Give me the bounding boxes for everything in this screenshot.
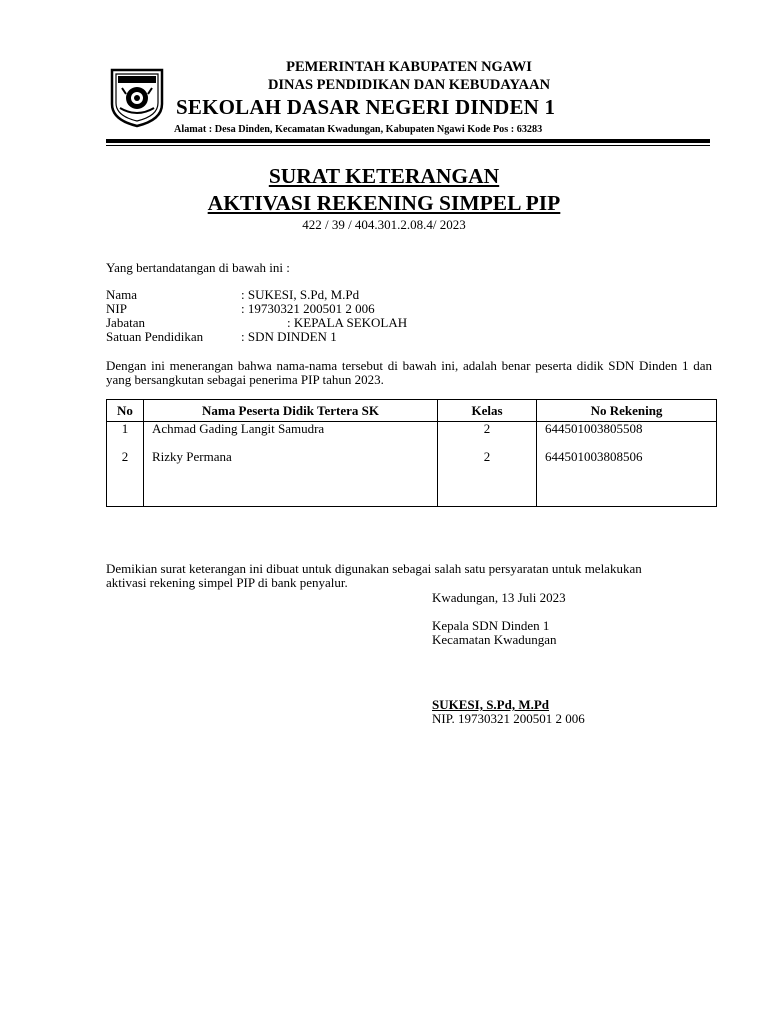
students-table [106, 399, 717, 507]
col-header-account: No Rekening [537, 400, 717, 422]
row-account: 644501003805508 [537, 422, 717, 451]
signer-district: Kecamatan Kwadungan [432, 632, 557, 647]
signer-nip: NIP. 19730321 200501 2 006 [432, 711, 585, 726]
header-department: DINAS PENDIDIKAN DAN KEBUDAYAAN [267, 77, 551, 93]
row-class: 2 [438, 422, 537, 451]
header-government: PEMERINTAH KABUPATEN NGAWI [286, 59, 532, 75]
letter-title: SURAT KETERANGAN [268, 164, 500, 188]
intro-text: Yang bertandatangan di bawah ini : [106, 260, 290, 275]
nama-label: Nama [106, 287, 138, 302]
col-header-class: Kelas [438, 400, 537, 422]
table-header-row [107, 400, 717, 422]
jabatan-value: : KEPALA SEKOLAH [287, 315, 408, 330]
place-date: Kwadungan, 13 Juli 2023 [432, 590, 566, 605]
table-row [107, 450, 717, 507]
row-name: Achmad Gading Langit Samudra [144, 422, 438, 451]
header-divider-thick [106, 139, 710, 143]
nip-label: NIP [106, 301, 127, 316]
header-divider-thin [106, 145, 710, 146]
row-no: 2 [107, 450, 144, 507]
closing-paragraph: Demikian surat keterangan ini dibuat untuk digunakan sebagai salah satu persyaratan untuk melakukan aktivasi rekening simpel PIP di bank penyalur. [106, 561, 642, 590]
satuan-value: : SDN DINDEN 1 [241, 329, 337, 344]
signer-position: Kepala SDN Dinden 1 [432, 618, 550, 633]
letter-number: 422 / 39 / 404.301.2.08.4/ 2023 [302, 217, 466, 232]
jabatan-label: Jabatan [106, 315, 145, 330]
satuan-label: Satuan Pendidikan [106, 329, 204, 344]
col-header-no: No [107, 400, 144, 422]
letter-subtitle: AKTIVASI REKENING SIMPEL PIP [207, 191, 561, 215]
header-address: Alamat : Desa Dinden, Kecamatan Kwadungan, Kabupaten Ngawi Kode Pos : 63283 [174, 124, 543, 135]
header-school-name: SEKOLAH DASAR NEGERI DINDEN 1 [176, 95, 556, 119]
row-name: Rizky Permana [144, 450, 438, 507]
row-class: 2 [438, 450, 537, 507]
nama-value: : SUKESI, S.Pd, M.Pd [241, 287, 360, 302]
statement-paragraph: Dengan ini menerangan bahwa nama-nama tersebut di bawah ini, adalah benar peserta didik SDN Dinden 1 dan yang bersangkutan sebagai penerima PIP tahun 2023. [106, 358, 712, 387]
table-row [107, 422, 717, 451]
row-account: 644501003808506 [537, 450, 717, 507]
nip-value: : 19730321 200501 2 006 [241, 301, 375, 316]
row-no: 1 [107, 422, 144, 451]
signer-name: SUKESI, S.Pd, M.Pd [432, 697, 550, 712]
col-header-name: Nama Peserta Didik Tertera SK [144, 400, 438, 422]
